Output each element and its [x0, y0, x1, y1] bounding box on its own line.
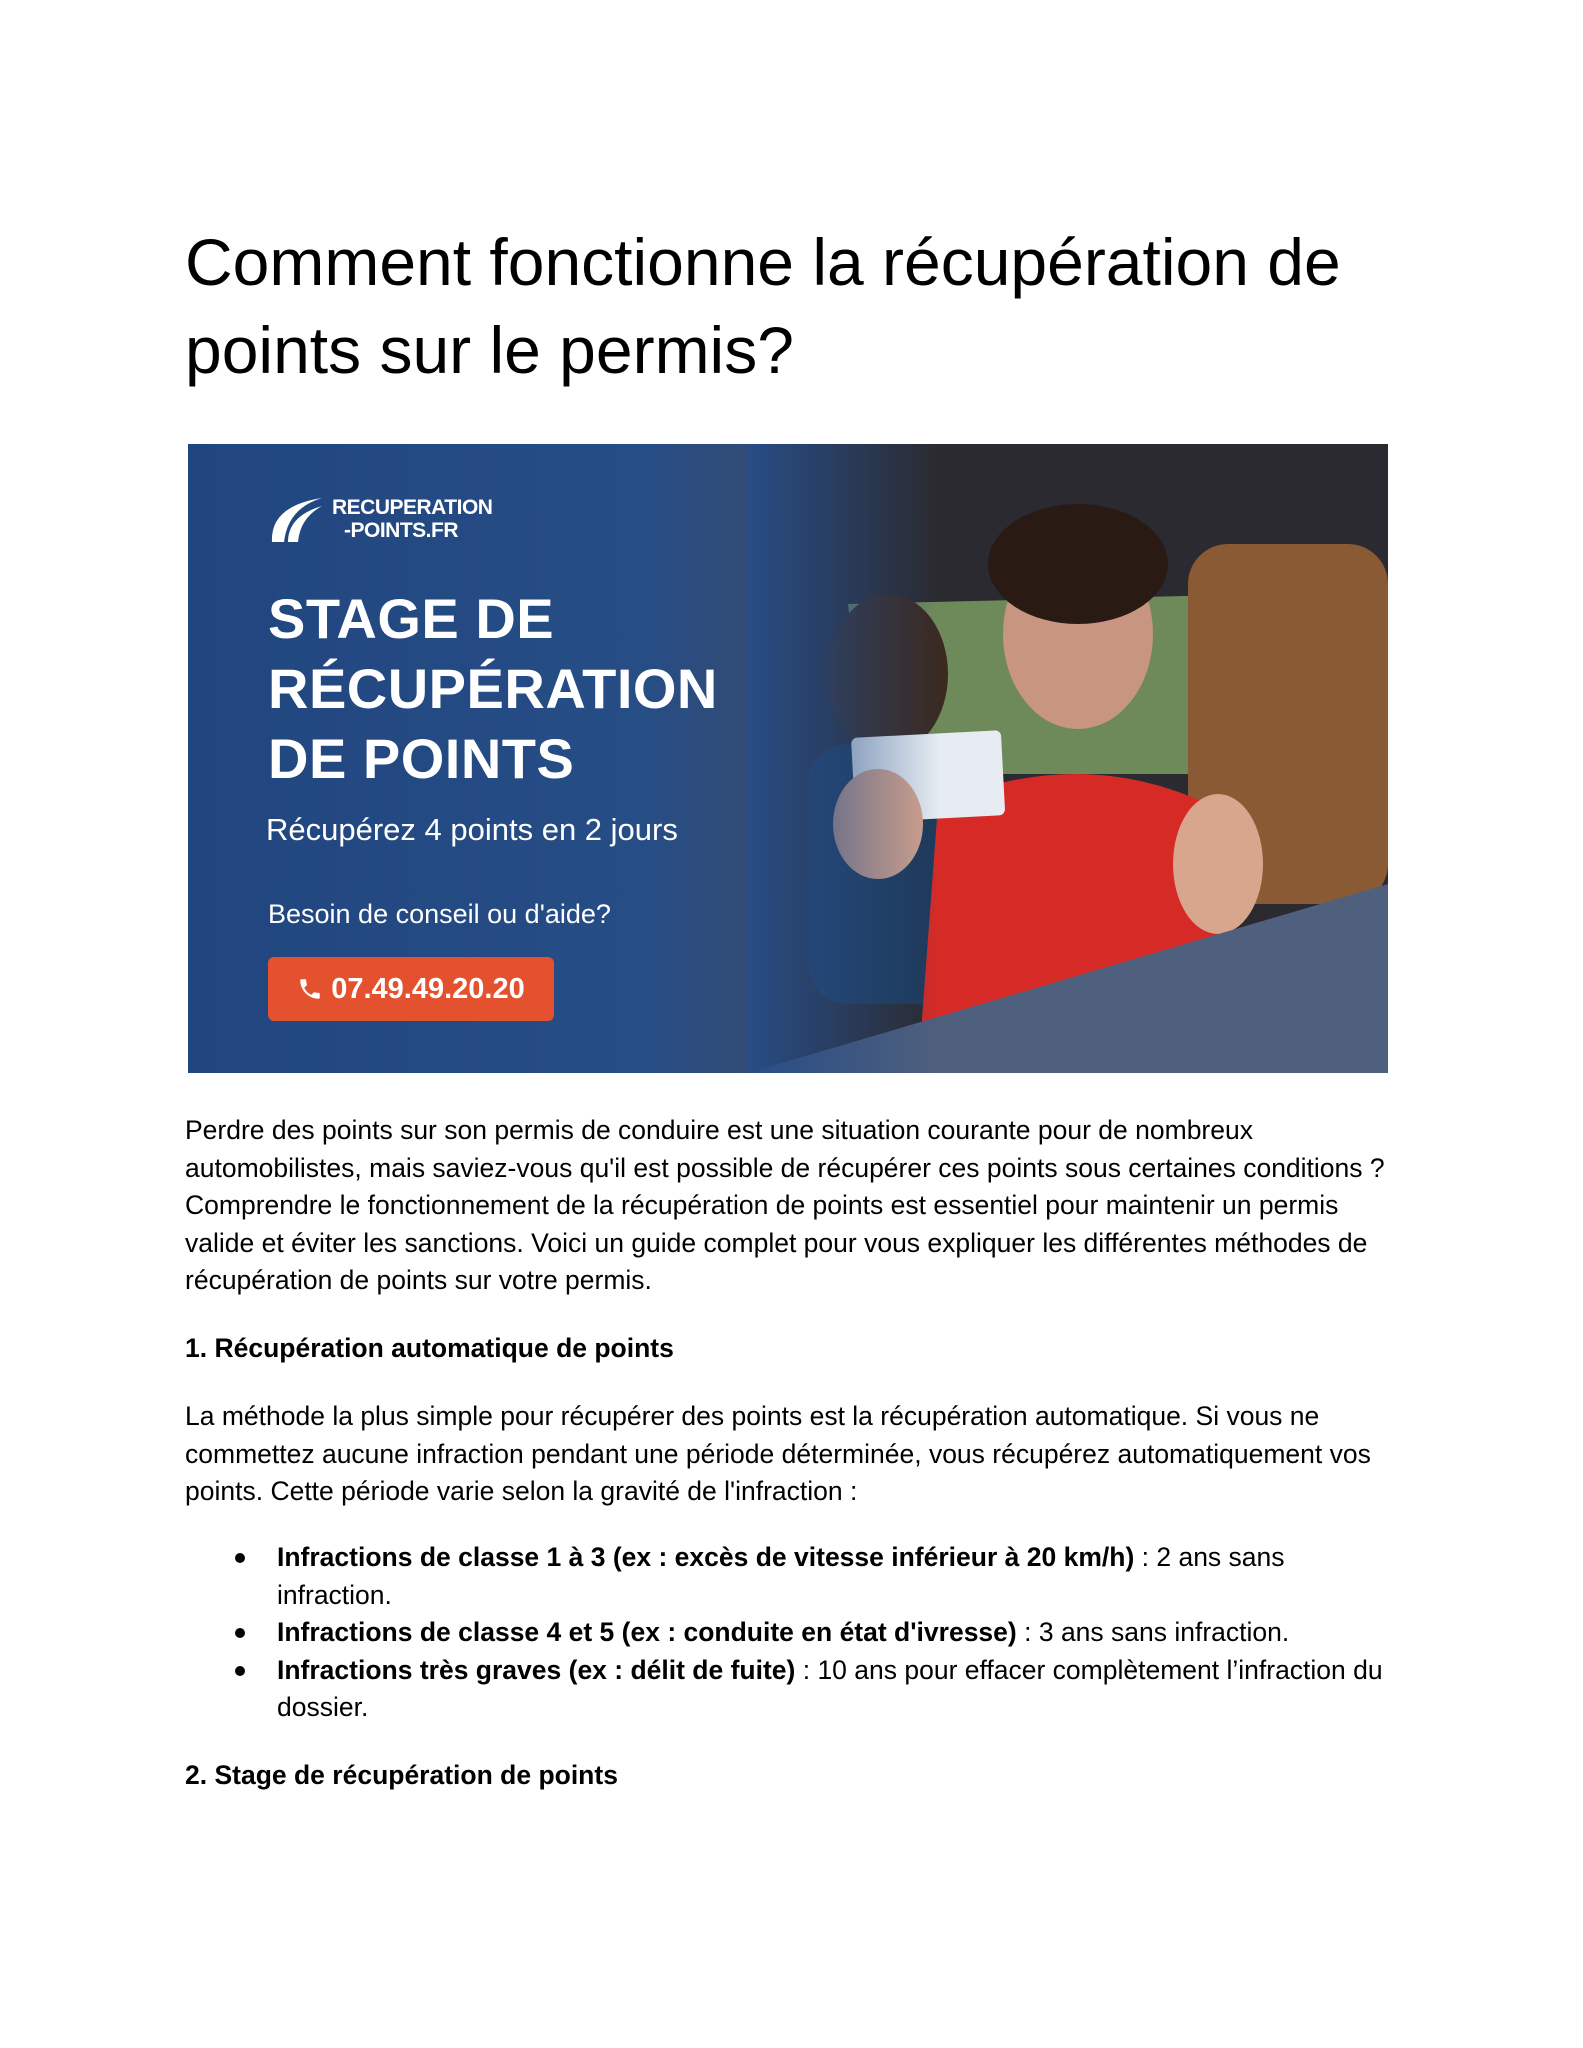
logo-line2: -POINTS.FR: [344, 519, 458, 542]
list-item-text: : 2 ans sans infraction.: [277, 1542, 1285, 1610]
section-paragraph: La méthode la plus simple pour récupérer des points est la récupération automatique. Si vous ne commettez aucune infraction pendant une période déterminée, vous récupérez automatiquement vos points. Cette période varie selon la gravité de l'infraction :: [185, 1401, 1371, 1506]
list-item-bold: Infractions de classe 4 et 5 (ex : conduite en état d'ivresse): [277, 1617, 1017, 1647]
banner-headline: [268, 584, 718, 794]
phone-number: 07.49.49.20.20: [331, 972, 525, 1005]
list-item: [185, 1652, 1405, 1727]
list-item: [185, 1614, 1405, 1652]
banner-help-text: Besoin de conseil ou d'aide?: [268, 899, 611, 929]
list-item: [185, 1539, 1405, 1614]
list-item-text: : 10 ans pour effacer complètement l’infraction du dossier.: [277, 1654, 1383, 1722]
list-item-bold: Infractions très graves (ex : délit de fuite): [277, 1654, 796, 1685]
promo-banner-image: [188, 444, 1388, 1073]
phone-call-button[interactable]: [268, 957, 554, 1021]
recuperation-points-logo: [268, 494, 492, 544]
bullet-list: [185, 1539, 1405, 1727]
headline-line: STAGE DE: [268, 587, 555, 650]
intro-paragraph: Perdre des points sur son permis de conduire est une situation courante pour de nombreux automobilistes, mais saviez-vous qu'il est possible de récupérer ces points sous certaines conditions ? Comprendre le fonctionnement de la récupération de points est essentiel pour maintenir un permis valide et éviter les sanctions. Voici un guide complet pour vous expliquer les différentes méthodes de récupération de points sur votre permis.: [185, 1115, 1385, 1295]
page-title: Comment fonctionne la récupération de points sur le permis?: [185, 225, 1341, 387]
banner-subtitle: Récupérez 4 points en 2 jours: [266, 812, 678, 847]
photo-woman-in-car-holding-license: [748, 444, 1388, 1073]
section-heading: 1. Récupération automatique de points: [185, 1333, 674, 1363]
section-heading: 2. Stage de récupération de points: [185, 1760, 618, 1790]
headline-line: RÉCUPÉRATION: [268, 657, 718, 720]
phone-icon: [297, 974, 323, 1004]
logo-line1: RECUPERATION: [332, 496, 493, 519]
list-item-bold: Infractions de classe 1 à 3 (ex : excès de vitesse inférieur à 20 km/h): [277, 1542, 1135, 1572]
road-swoosh-icon: [268, 494, 324, 544]
list-item-text: : 3 ans sans infraction.: [1016, 1617, 1290, 1647]
headline-line: DE POINTS: [268, 727, 575, 790]
